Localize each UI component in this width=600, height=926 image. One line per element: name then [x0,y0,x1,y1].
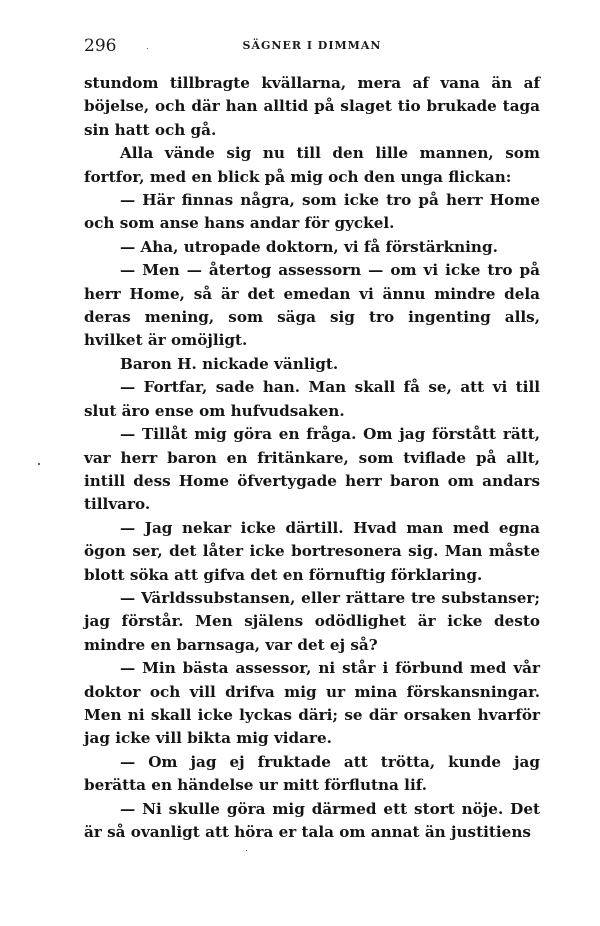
paragraph: — Jag nekar icke därtill. Hvad man med egna ögon ser, det låter icke bortresonera sig. Man måste blott söka att gifva det en förnuftig förklaring. [84,518,540,584]
scan-speck [246,850,247,851]
paragraph: — Ni skulle göra mig därmed ett stort nöje. Det är så ovanligt att höra er tala om annat än justitiens [84,799,540,841]
body-text [84,72,540,844]
paragraph: — Här finnas några, som icke tro på herr Home och som anse hans andar för gyckel. [84,191,540,233]
page-number: 296 [84,36,117,56]
paragraph: — Men — återtog assessorn — om vi icke tro på herr Home, så är det emedan vi ännu mindre dela deras mening, som säga sig tro ingenting alls, hvilket är omöjligt. [84,261,540,350]
paragraph: — Fortfar, sade han. Man skall få se, att vi till slut äro ense om hufvudsaken. [84,378,540,420]
scan-speck [147,48,148,49]
paragraph: — Tillåt mig göra en fråga. Om jag förstått rätt, var herr baron en fritänkare, som tviflade på allt, intill dess Home öfvertygade herr baron om andars tillvaro. [84,425,540,514]
paragraph: — Min bästa assessor, ni står i förbund med vår doktor och vill drifva mig ur mina förskansningar. Men ni skall icke lyckas däri; se där orsaken hvarför jag icke vill bikta mig vidare. [84,659,540,748]
running-title: SÄGNER I DIMMAN [242,39,382,52]
paragraph: — Om jag ej fruktade att trötta, kunde jag berätta en händelse ur mitt förflutna lif. [84,752,540,795]
paragraph: Baron H. nickade vänligt. [120,354,339,373]
paragraph: Alla vände sig nu till den lille mannen, som fortfor, med en blick på mig och den unga flickan: [84,144,540,186]
paragraph: stundom tillbragte kvällarna, mera af vana än af böjelse, och där han alltid på slaget tio brukade taga sin hatt och gå. [84,74,540,139]
page-header [84,36,540,56]
paragraph: — Aha, utropade doktorn, vi få förstärkning. [120,237,498,256]
scan-speck [38,463,40,465]
paragraph: — Världssubstansen, eller rättare tre substanser; jag förstår. Men själens odödlighet är icke desto mindre en barnsaga, var det ej så? [84,588,540,654]
